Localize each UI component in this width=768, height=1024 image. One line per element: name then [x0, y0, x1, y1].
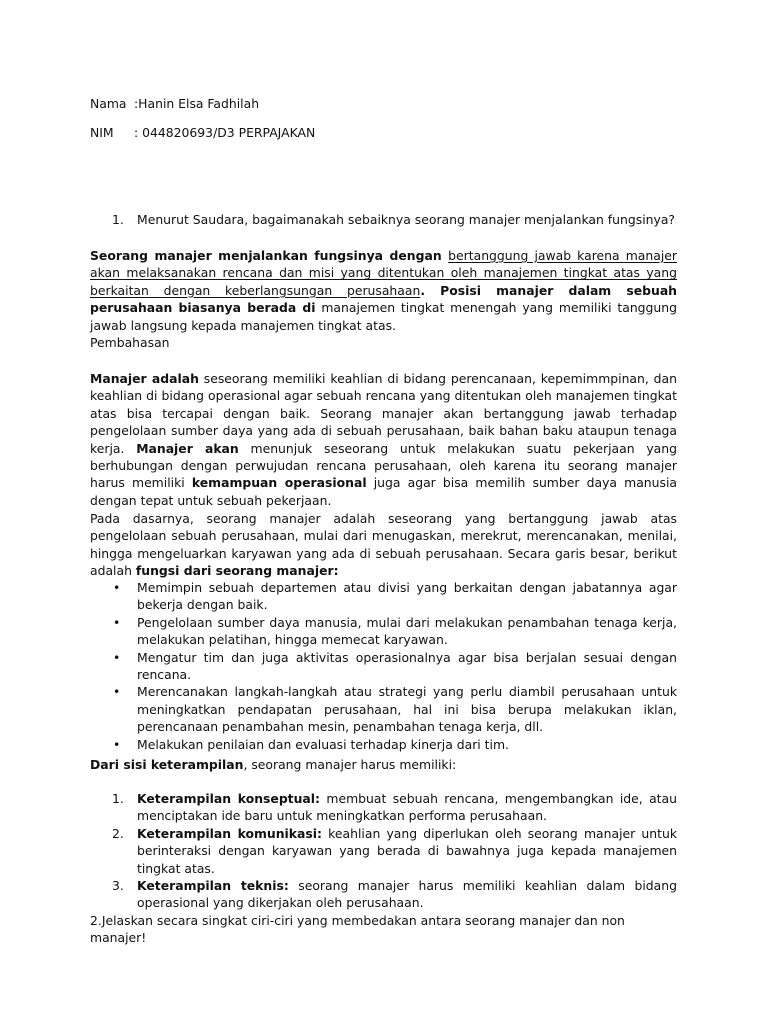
bullet-icon: •: [113, 684, 121, 700]
nim-value: : 044820693/D3 PERPAJAKAN: [134, 125, 316, 140]
name-line: [90, 95, 259, 112]
bullet-icon: •: [113, 580, 121, 595]
question-1: [112, 211, 677, 228]
skill-title: Keterampilan komunikasi:: [137, 825, 322, 841]
list-item: • Mengatur tim dan juga aktivitas operasionalnya agar bisa berjalan sesuai dengan rencana.: [113, 649, 677, 683]
answer-bold-mid: . Posisi manajer dalam sebuah perusahaan biasanya berada di: [90, 282, 677, 316]
para1-text-1: seseorang memiliki keahlian di bidang perencanaan, kepemimmpinan, dan keahlian di bidang operasional agar sebuah rencana yang ditentukan oleh manajemen tingkat atas bisa tercapai dengan baik. Seorang manajer akan bertanggung jawab terhadap pengelolaan sumber daya yang ada di sebuah perusahaan, baik bahan baku ataupun tenaga kerja.: [90, 371, 677, 456]
pembahasan-heading: Pembahasan: [90, 335, 170, 350]
answer-underlined: bertanggung jawab karena manajer akan melaksanakan rencana dan misi yang ditentukan oleh manajemen tingkat atas yang berkaitan dengan keberlangsungan perusahaan: [90, 248, 677, 298]
list-item: [112, 790, 677, 825]
fungsi-bullet-list: [112, 579, 677, 753]
para2-bold: fungsi dari seorang manajer:: [135, 563, 339, 579]
para1-text-2: menunjuk seseorang untuk melakukan suatu pekerjaan yang berhubungan dengan perwujudan rencana perusahaan, oleh karena itu seorang manajer harus memiliki: [90, 440, 677, 491]
skills-numbered-list: [112, 790, 677, 912]
list-item: [112, 825, 677, 877]
skill-text: seorang manajer harus memiliki keahlian dalam bidang operasional yang dikerjakan oleh perusahaan.: [137, 878, 677, 911]
question-1-text: Menurut Saudara, bagaimanakah sebaiknya seorang manajer menjalankan fungsinya?: [137, 212, 675, 227]
list-number: 3.: [112, 878, 124, 894]
para1-bold-2: Manajer akan: [136, 440, 239, 456]
answer-paragraph: [90, 247, 677, 334]
skill-title: Keterampilan konseptual:: [137, 791, 320, 806]
question-1-number: 1.: [112, 212, 124, 227]
para1-bold-1: Manajer adalah: [90, 371, 199, 386]
list-item: • Merencanakan langkah-langkah atau strategi yang perlu diambil perusahaan untuk meningkatkan pendapatan perusahaan, hal ini bisa berupa melakukan iklan, perencanaan penambahan mesin, penambahan tenaga kerja, dll.: [113, 684, 677, 735]
list-item: [112, 877, 677, 912]
skill-text: membuat sebuah rencana, mengembangkan ide, atau menciptakan ide baru untuk meningkatkan performa perusahaan.: [137, 791, 677, 824]
paragraph-fungsi-intro: [90, 510, 677, 580]
skills-intro: [90, 756, 677, 773]
list-item: • Melakukan penilaian dan evaluasi terhadap kinerja dari tim.: [113, 736, 509, 752]
answer-bold-lead: Seorang manajer menjalankan fungsinya dengan: [90, 248, 449, 263]
list-item: • Pengelolaan sumber daya manusia, mulai dari melakukan penambahan tenaga kerja, melakukan pelatihan, hingga memecat karyawan.: [113, 614, 677, 648]
name-label: Nama: [90, 96, 127, 111]
list-number: 2.: [112, 825, 124, 841]
skills-intro-bold: Dari sisi keterampilan: [90, 757, 244, 772]
para2-text: Pada dasarnya, seorang manajer adalah seseorang yang bertanggung jawab atas pengelolaan sebuah perusahaan, mulai dari menugaskan, merekrut, merencanakan, menilai, hingga mengeluarkan karyawan yang ada di sebuah perusahaan. Secara garis besar, berikut adalah: [90, 511, 677, 579]
bullet-icon: •: [113, 736, 121, 752]
nim-line: [90, 124, 315, 141]
list-number: 1.: [112, 791, 124, 806]
para1-bold-3: kemampuan operasional: [191, 475, 367, 491]
paragraph-manajer-definition: [90, 370, 677, 509]
bullet-icon: •: [113, 649, 121, 665]
bullet-icon: •: [113, 614, 121, 630]
nim-label: NIM: [90, 125, 114, 140]
answer-tail: manajemen tingkat menengah yang memiliki tanggung jawab langsung kepada manajemen tingkat atas.: [90, 300, 677, 333]
list-item: • Memimpin sebuah departemen atau divisi yang berkaitan dengan jabatannya agar bekerja dengan baik.: [113, 580, 677, 613]
skills-intro-text: , seorang manajer harus memiliki:: [243, 757, 457, 772]
skill-title: Keterampilan teknis:: [137, 878, 289, 894]
para1-text-3: juga agar bisa memilih sumber daya manusia dengan tepat untuk sebuah pekerjaan.: [90, 475, 677, 508]
skill-text: keahlian yang diperlukan oleh seorang manajer untuk berinteraksi dengan karyawan yang berada di bawahnya juga kepada manajemen tingkat atas.: [137, 825, 677, 876]
question-2: 2.Jelaskan secara singkat ciri-ciri yang membedakan antara seorang manajer dan non manajer!: [90, 913, 625, 946]
name-value: :Hanin Elsa Fadhilah: [134, 96, 260, 111]
